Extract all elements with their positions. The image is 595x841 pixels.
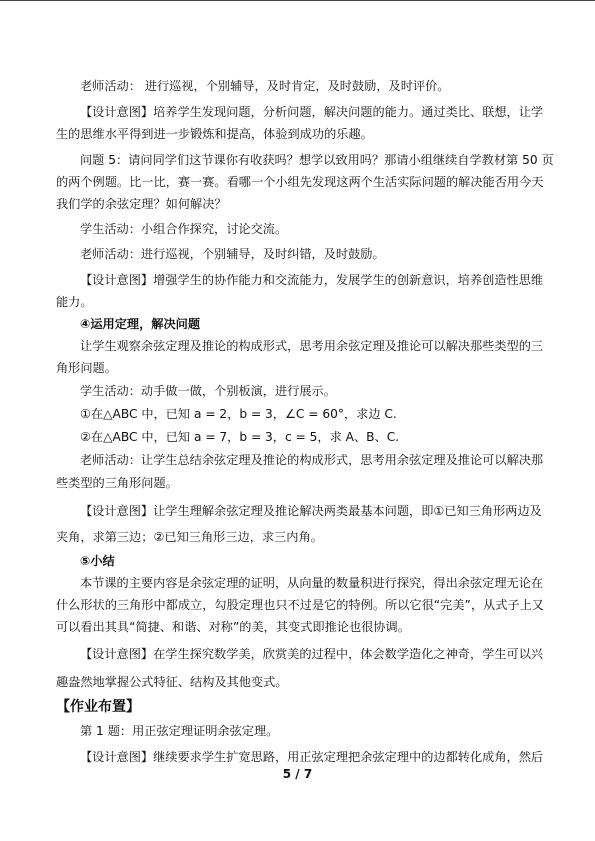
section-heading: ④运用定理，解决问题 xyxy=(80,317,201,331)
text-line: 【设计意图】让学生理解余弦定理及推论解决两类最基本问题，即①已知三角形两边及 xyxy=(80,504,542,518)
page-number: 5 / 7 xyxy=(282,767,313,781)
text-line: 学生活动：小组合作探究，讨论交流。 xyxy=(80,222,288,236)
text-line: 学生活动：动手做一做，个别板演，进行展示。 xyxy=(80,384,336,398)
text-line: 什么形状的三角形中都成立，勾股定理也只不过是它的特例。所以它很“完美”，从式子上又 xyxy=(56,598,544,612)
text-line: ①在△ABC 中，已知 a = 2，b = 3，∠C = 60°，求边 C. xyxy=(80,407,397,421)
text-line: 问题 5：请问同学们这节课你有收获吗？想学以致用吗？那请小组继续自学教材第 50 页 xyxy=(80,153,554,167)
text-line: 让学生观察余弦定理及推论的构成形式，思考用余弦定理及推论可以解决那些类型的三 xyxy=(80,339,544,353)
text-line: 【设计意图】继续要求学生扩宽思路，用正弦定理把余弦定理中的边都转化成角，然后 xyxy=(80,750,544,764)
text-line: 老师活动：让学生总结余弦定理及推论的构成形式，思考用余弦定理及推论可以解决那 xyxy=(80,453,544,467)
text-line: 本节课的主要内容是余弦定理的证明，从向量的数量积进行探究，得出余弦定理无论在 xyxy=(80,576,544,590)
section-heading: ⑤小结 xyxy=(80,554,115,568)
text-line: ②在△ABC 中，已知 a = 7，b = 3，c = 5，求 A、B、C. xyxy=(80,430,400,444)
section-heading: 【作业布置】 xyxy=(56,699,140,715)
text-line: 我们学的余弦定理？如何解决？ xyxy=(56,197,227,211)
text-line: 可以看出其具“简捷、和谐、对称”的美，其变式即推论也很协调。 xyxy=(56,620,410,634)
text-line: 【设计意图】培养学生发现问题，分析问题，解决问题的能力。通过类比、联想，让学 xyxy=(80,105,544,119)
text-line: 的两个例题。比一比，赛一赛。看哪一个小组先发现这两个生活实际问题的解决能否用今天 xyxy=(56,175,544,189)
text-line: 【设计意图】在学生探究数学美，欣赏美的过程中，体会数学造化之神奇，学生可以兴 xyxy=(80,647,544,661)
text-line: 生的思维水平得到进一步锻炼和提高，体验到成功的乐趣。 xyxy=(56,127,373,141)
text-line: 些类型的三角形问题。 xyxy=(56,476,178,490)
text-line: 第 1 题：用正弦定理证明余弦定理。 xyxy=(80,724,279,738)
text-line: 角形问题。 xyxy=(56,361,117,375)
text-line: 夹角，求第三边；②已知三角形三边，求三内角。 xyxy=(56,530,323,544)
text-line: 【设计意图】增强学生的协作能力和交流能力，发展学生的创新意识，培养创造性思维 xyxy=(80,273,544,287)
text-line: 能力。 xyxy=(56,295,93,309)
text-line: 老师活动：进行巡视，个别辅导，及时纠错，及时鼓励。 xyxy=(80,247,385,261)
text-line: 老师活动： 进行巡视，个别辅导，及时肯定，及时鼓励，及时评价。 xyxy=(80,79,450,93)
text-line: 趣盎然地掌握公式特征、结构及其他变式。 xyxy=(56,675,288,689)
